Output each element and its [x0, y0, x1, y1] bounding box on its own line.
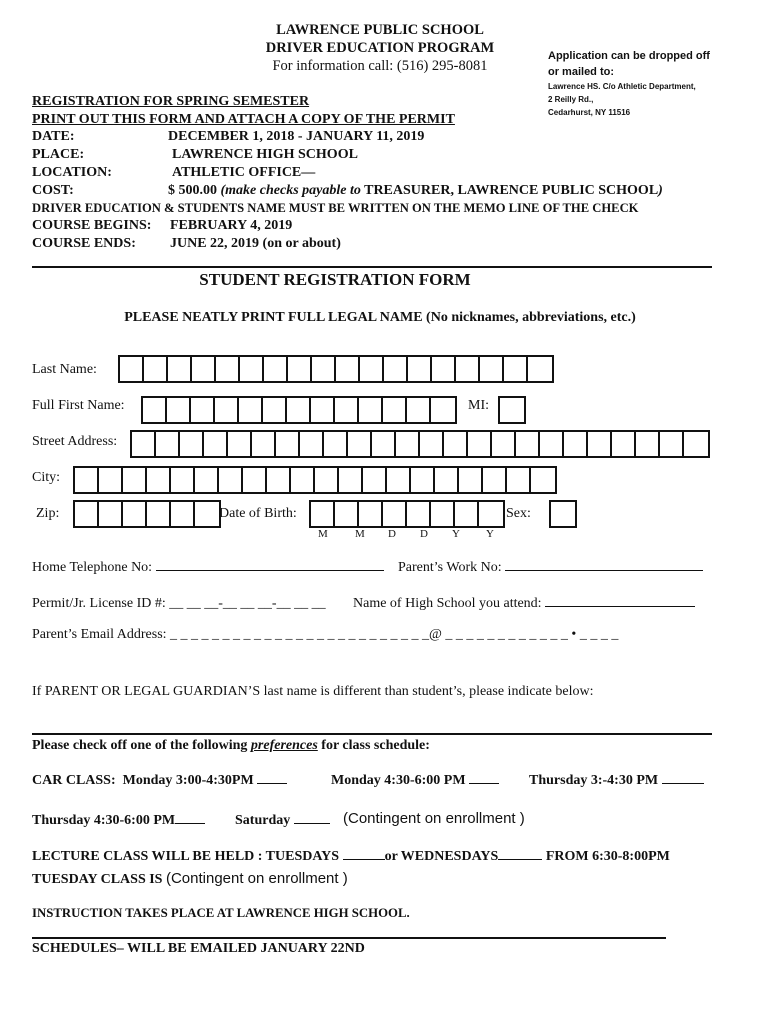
dob-hint-m2: M: [355, 528, 365, 540]
char-box[interactable]: [396, 432, 420, 456]
char-box[interactable]: [528, 357, 552, 381]
work-phone-label: Parent’s Work No:: [398, 560, 502, 575]
char-box[interactable]: [500, 398, 524, 422]
location-value: ATHLETIC OFFICE—: [172, 165, 316, 180]
char-box[interactable]: [431, 502, 455, 526]
lecture-tuesday-check[interactable]: [343, 859, 385, 860]
course-begins-value: FEBRUARY 4, 2019: [170, 218, 293, 233]
place-value: LAWRENCE HIGH SCHOOL: [172, 147, 358, 162]
char-box[interactable]: [311, 502, 335, 526]
char-box[interactable]: [444, 432, 468, 456]
char-box[interactable]: [180, 432, 204, 456]
street-boxes[interactable]: [130, 430, 710, 458]
char-box[interactable]: [311, 398, 335, 422]
sex-label: Sex:: [506, 506, 531, 521]
contingent-note-1: (Contingent on enrollment ): [343, 810, 525, 827]
char-box[interactable]: [348, 432, 372, 456]
location-label: LOCATION:: [32, 165, 112, 180]
school-name-label: Name of High School you attend:: [353, 596, 542, 611]
car-opt-4-label: Thursday 4:30-6:00 PM: [32, 813, 176, 828]
char-box[interactable]: [540, 432, 564, 456]
char-box[interactable]: [215, 398, 239, 422]
char-box[interactable]: [507, 468, 531, 492]
cost-payee: TREASURER, LAWRENCE PUBLIC SCHOOL: [364, 183, 659, 198]
schedule-prompt: [32, 738, 430, 754]
char-box[interactable]: [99, 468, 123, 492]
lecture-or: or WEDNESDAYS: [384, 849, 499, 864]
char-box[interactable]: [480, 357, 504, 381]
char-box[interactable]: [384, 357, 408, 381]
lecture-time: FROM 6:30-8:00PM: [545, 849, 670, 864]
char-box[interactable]: [264, 357, 288, 381]
char-box[interactable]: [312, 357, 336, 381]
work-phone-line[interactable]: [505, 570, 703, 571]
char-box[interactable]: [144, 357, 168, 381]
lecture-label: LECTURE CLASS WILL BE HELD : TUESDAYS: [32, 849, 340, 864]
zip-label: Zip:: [36, 506, 60, 521]
char-box[interactable]: [132, 432, 156, 456]
char-box[interactable]: [267, 468, 291, 492]
home-phone-line[interactable]: [156, 570, 384, 571]
dropoff-address-1: Lawrence HS. C/o Athletic Department,: [548, 82, 696, 91]
char-box[interactable]: [492, 432, 516, 456]
form-instruction: PLEASE NEATLY PRINT FULL LEGAL NAME (No nicknames, abbreviations, etc.): [124, 310, 636, 325]
char-box[interactable]: [387, 468, 411, 492]
char-box[interactable]: [171, 468, 195, 492]
car-opt-5: [235, 813, 330, 829]
semester-heading: REGISTRATION FOR SPRING SEMESTER: [32, 94, 310, 109]
car-opt-4: [32, 813, 205, 829]
char-box[interactable]: [147, 502, 171, 526]
char-box[interactable]: [383, 398, 407, 422]
char-box[interactable]: [168, 357, 192, 381]
date-label: DATE:: [32, 129, 75, 144]
char-box[interactable]: [75, 468, 99, 492]
last-name-boxes[interactable]: [118, 355, 554, 383]
cost-italic: (make checks payable to: [220, 183, 361, 198]
school-name-line[interactable]: [545, 606, 695, 607]
dob-hint-m1: M: [318, 528, 328, 540]
char-box[interactable]: [407, 398, 431, 422]
schedules-emailed: SCHEDULES– WILL BE EMAILED JANUARY 22ND: [32, 941, 365, 956]
char-box[interactable]: [123, 502, 147, 526]
street-label: Street Address:: [32, 434, 118, 449]
char-box[interactable]: [420, 432, 444, 456]
schedule-prompt-em: preferences: [250, 738, 318, 753]
cost-close: ): [658, 183, 663, 198]
char-box[interactable]: [336, 357, 360, 381]
mi-label: MI:: [468, 398, 489, 413]
instruction-place: INSTRUCTION TAKES PLACE AT LAWRENCE HIGH SCHOOL.: [32, 906, 410, 920]
divider-top: [32, 266, 712, 268]
city-boxes[interactable]: [73, 466, 557, 494]
char-box[interactable]: [240, 357, 264, 381]
car-opt-5-check[interactable]: [294, 823, 330, 824]
car-opt-5-label: Saturday: [235, 813, 291, 828]
car-opt-1-label: Monday 3:00-4:30PM: [122, 773, 254, 788]
char-box[interactable]: [504, 357, 528, 381]
char-box[interactable]: [243, 468, 267, 492]
char-box[interactable]: [516, 432, 540, 456]
char-box[interactable]: [216, 357, 240, 381]
char-box[interactable]: [276, 432, 300, 456]
home-phone-label: Home Telephone No:: [32, 560, 153, 575]
work-phone-row: [398, 560, 703, 576]
program-name: DRIVER EDUCATION PROGRAM: [265, 40, 495, 56]
char-box[interactable]: [191, 398, 215, 422]
car-opt-3-label: Thursday 3:-4:30 PM: [529, 773, 659, 788]
char-box[interactable]: [660, 432, 684, 456]
dob-hint-d1: D: [388, 528, 396, 540]
char-box[interactable]: [455, 502, 479, 526]
school-name: LAWRENCE PUBLIC SCHOOL: [276, 22, 484, 38]
cost-label: COST:: [32, 183, 74, 198]
first-name-boxes[interactable]: [141, 396, 457, 424]
char-box[interactable]: [147, 468, 171, 492]
contingent-note-2: (Contingent on enrollment ): [165, 870, 348, 887]
char-box[interactable]: [531, 468, 555, 492]
home-phone-row: [32, 560, 384, 576]
char-box[interactable]: [120, 357, 144, 381]
course-begins-label: COURSE BEGINS:: [32, 218, 152, 233]
char-box[interactable]: [288, 357, 312, 381]
char-box[interactable]: [315, 468, 339, 492]
char-box[interactable]: [407, 502, 431, 526]
char-box[interactable]: [75, 502, 99, 526]
info-phone: For information call: (516) 295-8081: [272, 58, 488, 74]
divider-bottom: [32, 937, 666, 939]
char-box[interactable]: [636, 432, 660, 456]
char-box[interactable]: [287, 398, 311, 422]
car-opt-1-check[interactable]: [257, 783, 287, 784]
dropoff-address-3: Cedarhurst, NY 11516: [548, 108, 631, 117]
char-box[interactable]: [204, 432, 228, 456]
char-box[interactable]: [123, 468, 147, 492]
lecture-wednesday-check[interactable]: [498, 859, 542, 860]
mi-box[interactable]: [498, 396, 526, 424]
char-box[interactable]: [195, 468, 219, 492]
char-box[interactable]: [195, 502, 219, 526]
char-box[interactable]: [551, 502, 575, 526]
dropoff-address-2: 2 Reilly Rd.,: [548, 95, 594, 104]
char-box[interactable]: [456, 357, 480, 381]
guardian-line[interactable]: [32, 733, 712, 735]
first-name-label: Full First Name:: [32, 398, 125, 413]
dob-hint-y2: Y: [486, 528, 494, 540]
sex-box[interactable]: [549, 500, 577, 528]
char-box[interactable]: [252, 432, 276, 456]
permit-note: PRINT OUT THIS FORM AND ATTACH A COPY OF THE PERMIT: [32, 112, 455, 127]
last-name-label: Last Name:: [32, 362, 97, 377]
char-box[interactable]: [263, 398, 287, 422]
char-box[interactable]: [143, 398, 167, 422]
char-box[interactable]: [359, 398, 383, 422]
car-opt-2: [331, 773, 499, 789]
char-box[interactable]: [408, 357, 432, 381]
schedule-prompt-post: for class schedule:: [317, 738, 430, 753]
car-opt-4-check[interactable]: [175, 823, 205, 824]
char-box[interactable]: [335, 502, 359, 526]
car-opt-3: [529, 773, 704, 789]
cost-amount: $ 500.00: [168, 183, 217, 198]
lecture-row: [32, 849, 670, 865]
char-box[interactable]: [479, 502, 503, 526]
char-box[interactable]: [335, 398, 359, 422]
char-box[interactable]: [684, 432, 708, 456]
char-box[interactable]: [363, 468, 387, 492]
city-label: City:: [32, 470, 61, 485]
char-box[interactable]: [588, 432, 612, 456]
school-row: [353, 596, 695, 612]
char-box[interactable]: [612, 432, 636, 456]
char-box[interactable]: [167, 398, 191, 422]
dob-hint-d2: D: [420, 528, 428, 540]
char-box[interactable]: [564, 432, 588, 456]
char-box[interactable]: [192, 357, 216, 381]
char-box[interactable]: [359, 502, 383, 526]
char-box[interactable]: [411, 468, 435, 492]
parent-email-field[interactable]: Parent’s Email Address: _ _ _ _ _ _ _ _ _ _ _ _ _ _ _ _ _ _ _ _ _ _ _ _ _@ _ _ _ _ _ _ _ _ _ _ _ _ • _ _ _ _: [32, 627, 619, 642]
course-ends-label: COURSE ENDS:: [32, 236, 136, 251]
zip-boxes[interactable]: [73, 500, 221, 528]
memo-note: DRIVER EDUCATION & STUDENTS NAME MUST BE WRITTEN ON THE MEMO LINE OF THE CHECK: [32, 201, 639, 215]
tuesday-note: TUESDAY CLASS IS: [32, 872, 163, 887]
car-opt-2-check[interactable]: [469, 783, 499, 784]
char-box[interactable]: [360, 357, 384, 381]
char-box[interactable]: [239, 398, 263, 422]
dropoff-title-2: or mailed to:: [548, 66, 615, 78]
cost-value: [168, 183, 663, 199]
char-box[interactable]: [383, 502, 407, 526]
car-class-row-1: [32, 773, 287, 789]
char-box[interactable]: [156, 432, 180, 456]
dropoff-title-1: Application can be dropped off: [548, 50, 710, 62]
char-box[interactable]: [324, 432, 348, 456]
char-box[interactable]: [339, 468, 363, 492]
char-box[interactable]: [291, 468, 315, 492]
char-box[interactable]: [468, 432, 492, 456]
form-title: STUDENT REGISTRATION FORM: [199, 270, 471, 289]
car-opt-3-check[interactable]: [662, 783, 704, 784]
char-box[interactable]: [431, 398, 455, 422]
char-box[interactable]: [435, 468, 459, 492]
schedule-prompt-pre: Please check off one of the following: [32, 738, 251, 753]
place-label: PLACE:: [32, 147, 85, 162]
car-class-label: CAR CLASS:: [32, 773, 116, 788]
char-box[interactable]: [171, 502, 195, 526]
guardian-note: If PARENT OR LEGAL GUARDIAN’S last name is different than student’s, please indicate below:: [32, 684, 594, 699]
dob-boxes[interactable]: [309, 500, 505, 528]
date-value: DECEMBER 1, 2018 - JANUARY 11, 2019: [168, 129, 425, 144]
char-box[interactable]: [99, 502, 123, 526]
tuesday-row: [32, 870, 348, 888]
char-box[interactable]: [432, 357, 456, 381]
char-box[interactable]: [483, 468, 507, 492]
dob-label: Date of Birth:: [219, 506, 297, 521]
char-box[interactable]: [228, 432, 252, 456]
dob-hint-y1: Y: [452, 528, 460, 540]
course-ends-value: JUNE 22, 2019 (on or about): [170, 236, 341, 251]
char-box[interactable]: [219, 468, 243, 492]
car-opt-2-label: Monday 4:30-6:00 PM: [331, 773, 466, 788]
char-box[interactable]: [300, 432, 324, 456]
char-box[interactable]: [372, 432, 396, 456]
char-box[interactable]: [459, 468, 483, 492]
permit-id-field[interactable]: Permit/Jr. License ID #: __ __ __-__ __ __-__ __ __: [32, 596, 326, 611]
